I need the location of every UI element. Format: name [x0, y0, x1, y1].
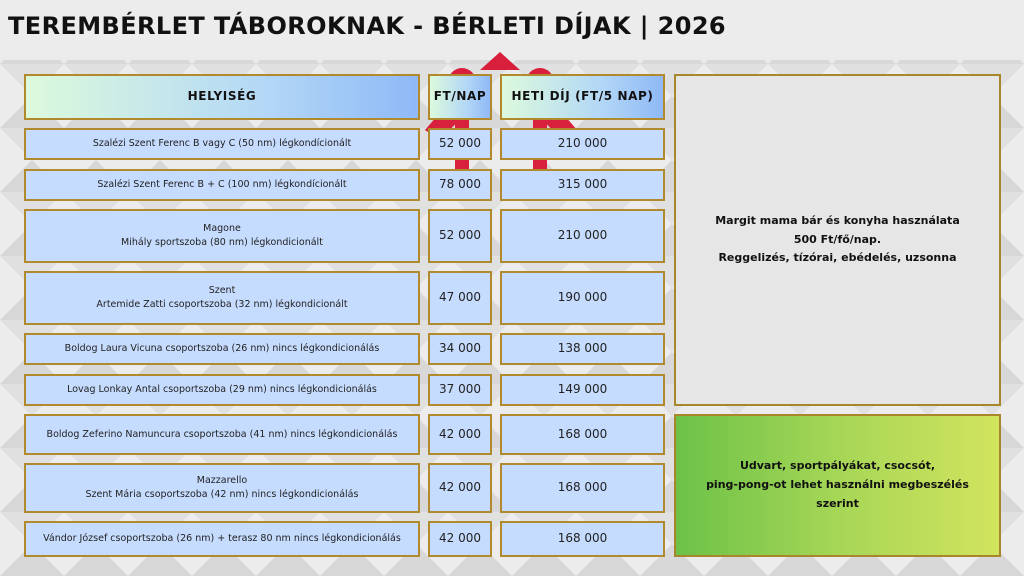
room-name-cell: Boldog Laura Vicuna csoportszoba (26 nm) nincs légkondicionálás	[24, 333, 420, 365]
facilities-line-1: Udvart, sportpályákat, csocsót,	[739, 459, 936, 473]
room-name-cell: Mazzarello Szent Mária csoportszoba (42 nm) nincs légkondicionálás	[24, 463, 420, 513]
kitchen-info-line-1: Margit mama bár és konyha használata	[715, 213, 960, 227]
kitchen-info-panel	[674, 74, 1001, 406]
room-name-cell: Boldog Zeferino Namuncura csoportszoba (41 nm) nincs légkondicionálás	[24, 414, 420, 455]
daily-price-cell: 52 000	[428, 209, 492, 263]
weekly-price-cell: 168 000	[500, 414, 665, 455]
daily-price-cell: 42 000	[428, 521, 492, 557]
facilities-panel	[674, 414, 1001, 557]
weekly-price-cell: 315 000	[500, 169, 665, 201]
header-weekly: HETI DÍJ (FT/5 NAP)	[500, 74, 665, 120]
daily-price-cell: 42 000	[428, 463, 492, 513]
daily-price-cell: 42 000	[428, 414, 492, 455]
daily-price-cell: 78 000	[428, 169, 492, 201]
kitchen-info-line-3: Reggelizés, tízórai, ebédelés, uzsonna	[718, 251, 957, 265]
daily-price-cell: 37 000	[428, 374, 492, 406]
weekly-price-cell: 210 000	[500, 209, 665, 263]
weekly-price-cell: 138 000	[500, 333, 665, 365]
kitchen-info-line-2: 500 Ft/fő/nap.	[793, 232, 882, 246]
room-name-cell: Vándor József csoportszoba (26 nm) + terasz 80 nm nincs légkondicionálás	[24, 521, 420, 557]
header-room: HELYISÉG	[24, 74, 420, 120]
weekly-price-cell: 149 000	[500, 374, 665, 406]
daily-price-cell: 34 000	[428, 333, 492, 365]
weekly-price-cell: 168 000	[500, 463, 665, 513]
header-daily: FT/NAP	[428, 74, 492, 120]
daily-price-cell: 47 000	[428, 271, 492, 325]
weekly-price-cell: 190 000	[500, 271, 665, 325]
room-name-cell: Magone Mihály sportszoba (80 nm) légkondicionált	[24, 209, 420, 263]
weekly-price-cell: 168 000	[500, 521, 665, 557]
room-name-cell: Szent Artemide Zatti csoportszoba (32 nm) légkondicionált	[24, 271, 420, 325]
room-name-cell: Szalézi Szent Ferenc B vagy C (50 nm) légkondícionált	[24, 128, 420, 160]
weekly-price-cell: 210 000	[500, 128, 665, 160]
facilities-line-3: szerint	[816, 496, 859, 510]
room-name-cell: Szalézi Szent Ferenc B + C (100 nm) légkondícionált	[24, 169, 420, 201]
daily-price-cell: 52 000	[428, 128, 492, 160]
room-name-cell: Lovag Lonkay Antal csoportszoba (29 nm) nincs légkondicionálás	[24, 374, 420, 406]
facilities-line-2: ping-pong-ot lehet használni megbeszélés	[706, 478, 969, 492]
page-title: TEREMBÉRLET TÁBOROKNAK - BÉRLETI DÍJAK | 2026	[8, 12, 727, 40]
